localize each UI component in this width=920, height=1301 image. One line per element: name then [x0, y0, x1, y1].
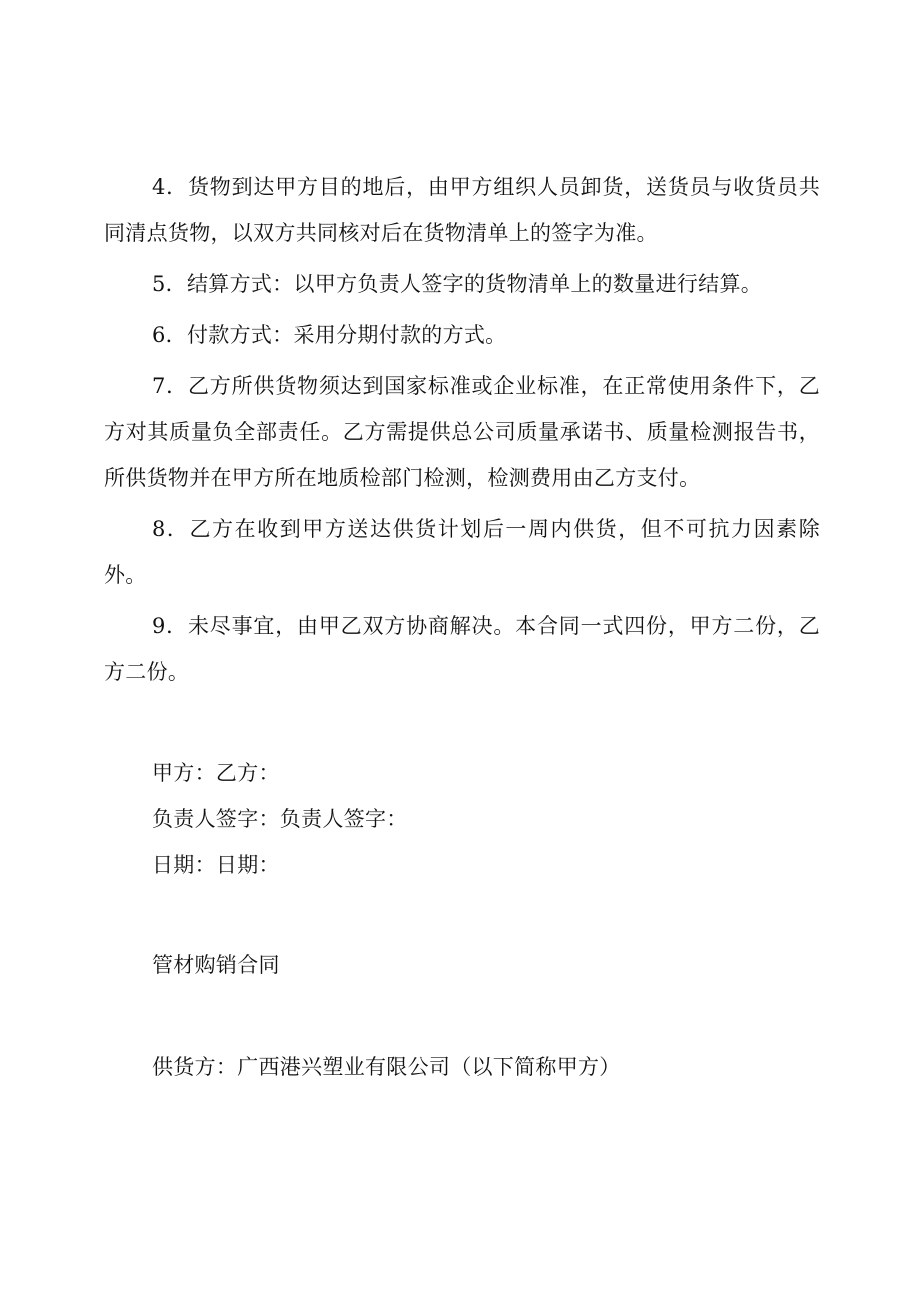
- clause-text: ．结算方式：以甲方负责人签字的货物清单上的数量进行结算。: [165, 272, 763, 296]
- clause-5: [104, 261, 820, 307]
- signature-block: [152, 750, 408, 888]
- document-title: 管材购销合同: [152, 953, 280, 977]
- signature-parties: 甲方：乙方：: [152, 761, 280, 785]
- clause-text: ．乙方在收到甲方送达供货计划后一周内供货，但不可抗力因素除外。: [104, 517, 820, 587]
- clause-text: ．付款方式：采用分期付款的方式。: [165, 323, 507, 347]
- clause-number: 6: [152, 323, 166, 347]
- clause-8: [104, 506, 820, 598]
- supplier-line: 供货方：广西港兴塑业有限公司（以下简称甲方）: [152, 1055, 621, 1079]
- clause-7: [104, 363, 820, 501]
- clause-text: ．货物到达甲方目的地后，由甲方组织人员卸货，送货员与收货员共同清点货物，以双方共同核对后在货物清单上的签字为准。: [104, 175, 820, 245]
- clause-number: 4: [152, 175, 166, 199]
- contract-clauses: [104, 164, 820, 700]
- clause-text: ．未尽事宜，由甲乙双方协商解决。本合同一式四份，甲方二份，乙方二份。: [104, 614, 820, 684]
- clause-4: [104, 164, 820, 256]
- supplier-block: [152, 1044, 621, 1090]
- clause-text: ．乙方所供货物须达到国家标准或企业标准，在正常使用条件下，乙方对其质量负全部责任。乙方需提供总公司质量承诺书、质量检测报告书，所供货物并在甲方所在地质检部门检测，检测费用由乙方支付。: [104, 374, 820, 490]
- clause-number: 9: [152, 614, 166, 638]
- clause-number: 7: [152, 374, 166, 398]
- clause-9: [104, 603, 820, 695]
- clause-number: 5: [152, 272, 166, 296]
- clause-number: 8: [152, 517, 166, 541]
- signature-date: 日期：日期：: [152, 853, 280, 877]
- clause-6: [104, 312, 820, 358]
- next-document-title-block: [152, 942, 280, 988]
- signature-signer: 负责人签字：负责人签字：: [152, 807, 408, 831]
